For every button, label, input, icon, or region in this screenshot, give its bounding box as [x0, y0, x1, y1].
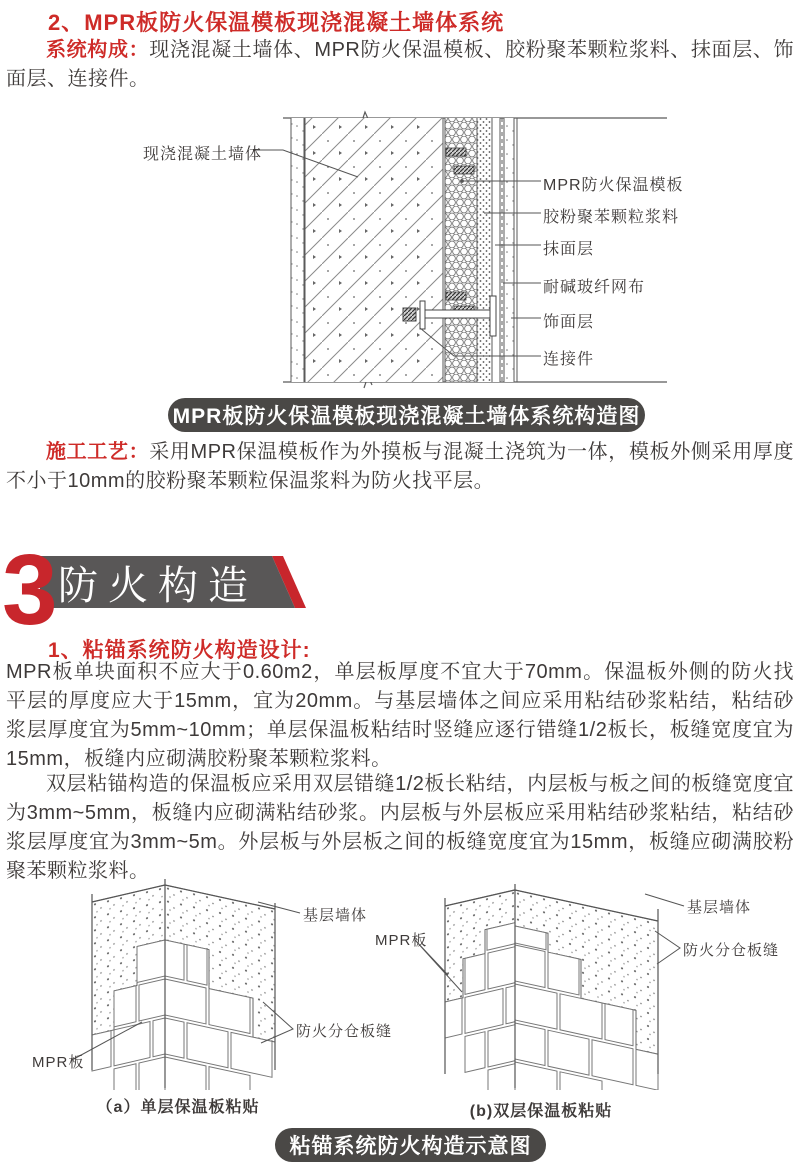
- fig-b-caption: (b)双层保温板粘贴: [469, 1103, 613, 1120]
- fig-a-joint-label: 防火分仓板缝: [296, 1023, 393, 1040]
- section3-number: 3: [2, 534, 58, 646]
- section3-title: 防火构造: [58, 563, 258, 608]
- process-text: 采用MPR保温模板作为外摸板与混凝土浇筑为一体，模板外侧采用厚度不小于10mm的胶粉聚苯颗粒保温浆料为防火找平层。: [6, 441, 794, 492]
- section3-diagram-caption: 粘锚系统防火构造示意图: [275, 1128, 546, 1162]
- composition-paragraph: [6, 36, 794, 94]
- label-skim-coat: 抹面层: [543, 241, 595, 258]
- label-mpr-board: MPR防火保温模板: [543, 177, 684, 194]
- composition-label: 系统构成：: [46, 39, 150, 61]
- composition-text: 现浇混凝土墙体、MPR防火保温模板、胶粉聚苯颗粒浆料、抹面层、饰面层、连接件。: [6, 39, 794, 90]
- section2-diagram-caption: MPR板防火保温模板现浇混凝土墙体系统构造图: [168, 398, 645, 432]
- section2-heading: 2、MPR板防火保温模板现浇混凝土墙体系统: [48, 10, 505, 35]
- para2: 双层粘锚构造的保温板应采用双层错缝1/2板长粘结，内层板与板之间的板缝宽度宜为3mm~5mm，板缝内应砌满粘结砂浆。内层板与外层板应采用粘结砂浆粘结，粘结砂浆层厚度宜为3mm~5m。外层板与外层板之间的板缝宽度宜为15mm，板缝应砌满胶粉聚苯颗粒浆料。: [6, 773, 794, 882]
- fig-b-joint-label: 防火分仓板缝: [683, 942, 780, 959]
- fig-a-board-label: MPR板: [32, 1054, 85, 1071]
- para1: MPR板单块面积不应大于0.60m2，单层板厚度不宜大于70mm。保温板外侧的防火找平层的厚度应大于15mm，宜为20mm。与基层墙体之间应采用粘结砂浆粘结，粘结砂浆层厚度宜为5mm~10mm；单层保温板粘结时竖缝应逐行错缝1/2板长，板缝宽度宜为15mm，板缝内应砌满胶粉聚苯颗粒浆料。: [6, 661, 794, 770]
- label-connector: 连接件: [543, 351, 595, 368]
- label-polymer-mortar: 胶粉聚苯颗粒浆料: [543, 209, 680, 226]
- label-castinplace-wall: 现浇混凝土墙体: [143, 146, 263, 163]
- label-glassfiber-mesh: 耐碱玻纤网布: [543, 279, 646, 296]
- process-paragraph: [6, 438, 794, 496]
- fig-b-board-label: MPR板: [375, 932, 428, 949]
- label-facing-layer: 饰面层: [543, 314, 595, 331]
- sub1-heading: 1、粘锚系统防火构造设计:: [48, 639, 311, 662]
- fig-a-caption: （a）单层保温板粘贴: [96, 1099, 260, 1116]
- process-label: 施工工艺：: [46, 441, 150, 463]
- fig-b-base-wall-label: 基层墙体: [687, 899, 752, 916]
- fig-a-base-wall-label: 基层墙体: [303, 907, 368, 924]
